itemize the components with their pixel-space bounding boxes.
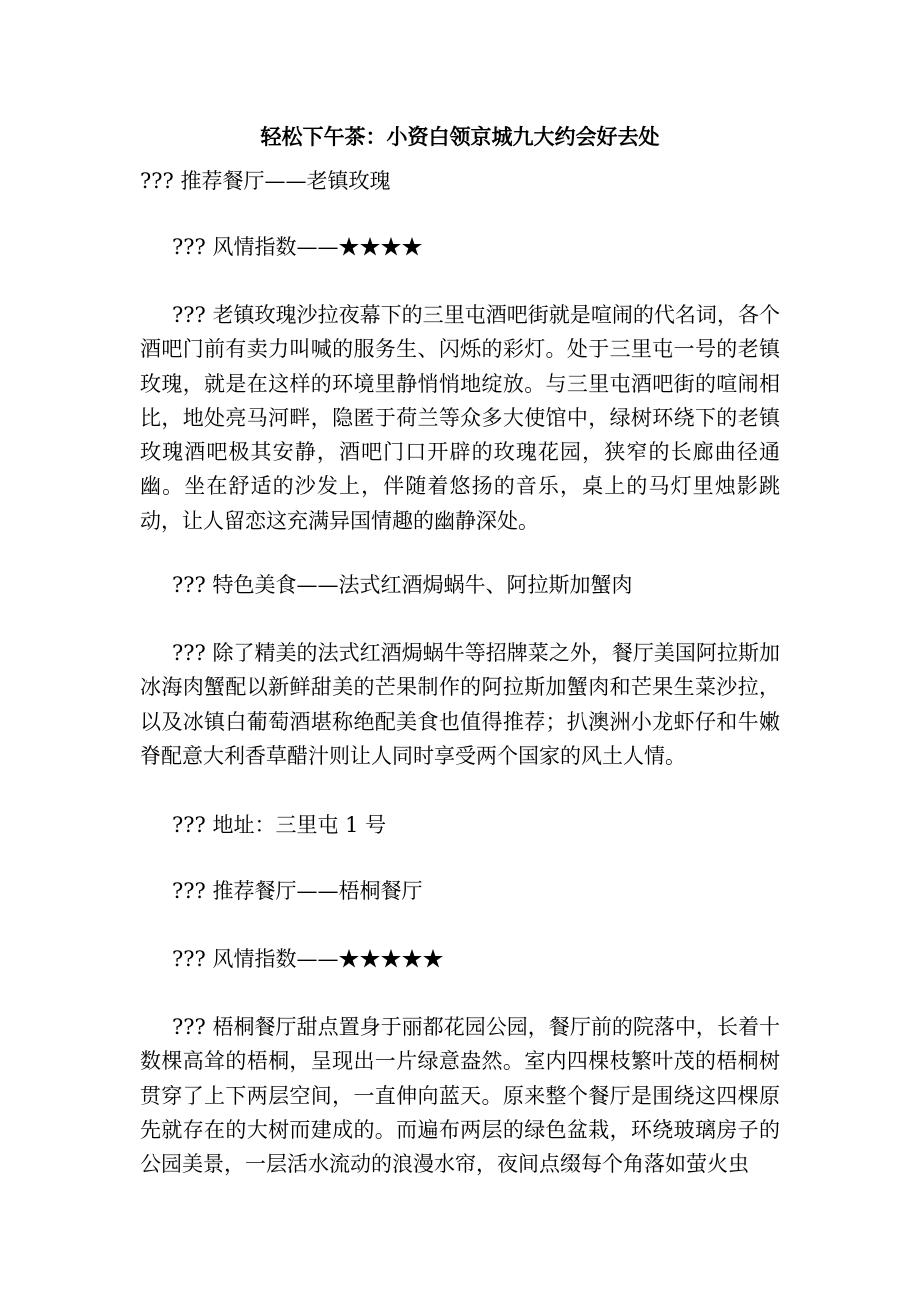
restaurant-heading-laozhenmeigui: ??? 推荐餐厅——老镇玫瑰 [140, 169, 391, 193]
paragraph-laozhenmeigui-food: ??? 除了精美的法式红酒焗蜗牛等招牌菜之外，餐厅美国阿拉斯加冰海肉蟹配以新鲜甜美的芒果制作的阿拉斯加蟹肉和芒果生菜沙拉，以及冰镇白葡萄酒堪称绝配美食也值得推荐；扒澳洲小龙虾仔和牛嫩脊配意大利香草醋汁则让人同时享受两个国家的风土人情。 [140, 641, 780, 768]
specialty-food-line: ??? 特色美食——法式红酒焗蜗牛、阿拉斯加蟹肉 [172, 573, 633, 597]
rating-line-2: ??? 风情指数——★★★★★ [172, 947, 444, 971]
paragraph-laozhenmeigui-description: ??? 老镇玫瑰沙拉夜幕下的三里屯酒吧街就是喧闹的代名词，各个酒吧门前有卖力叫喊的服务生、闪烁的彩灯。处于三里屯一号的老镇玫瑰，就是在这样的环境里静悄悄地绽放。与三里屯酒吧街的喧闹相比，地处亮马河畔，隐匿于荷兰等众多大使馆中，绿树环绕下的老镇玫瑰酒吧极其安静，酒吧门口开辟的玫瑰花园，狭窄的长廊曲径通幽。坐在舒适的沙发上，伴随着悠扬的音乐，桌上的马灯里烛影跳动，让人留恋这充满异国情趣的幽静深处。 [140, 303, 780, 533]
restaurant-heading-wutong: ??? 推荐餐厅——梧桐餐厅 [172, 879, 423, 903]
paragraph-wutong-description: ??? 梧桐餐厅甜点置身于丽都花园公园，餐厅前的院落中，长着十数棵高耸的梧桐，呈现出一片绿意盎然。室内四棵枝繁叶茂的梧桐树贯穿了上下两层空间，一直伸向蓝天。原来整个餐厅是围绕这四棵原先就存在的大树而建成的。而遍布两层的绿色盆栽，环绕玻璃房子的公园美景，一层活水流动的浪漫水帘，夜间点缀每个角落如萤火虫 [140, 1015, 780, 1177]
address-line: ??? 地址：三里屯 1 号 [172, 813, 387, 837]
page-title: 轻松下午茶：小资白领京城九大约会好去处 [260, 124, 660, 149]
rating-line-1: ??? 风情指数——★★★★ [172, 235, 423, 259]
